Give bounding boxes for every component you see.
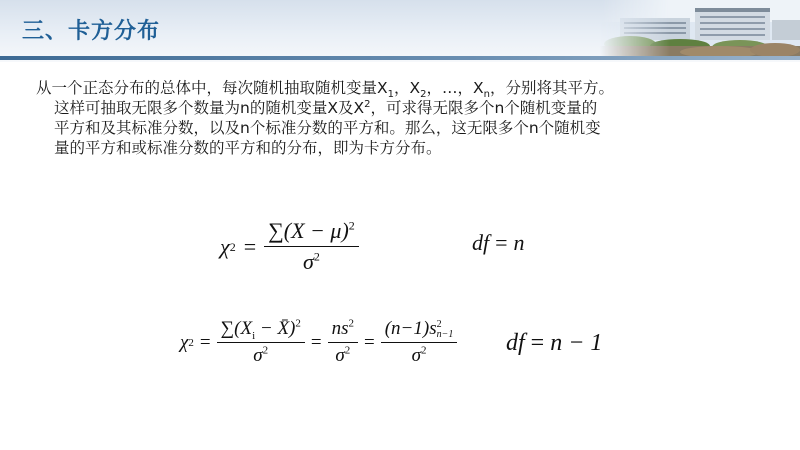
chi-square-formula-1: χ 2 = $\frac{\sum(X - \mu)^2}{\sigma^2}$ [220,218,359,275]
paragraph-line-1: 从一个正态分布的总体中，每次随机抽取随机变量$X_1$，$X_2$，…，$X_n$，分别将其平方。 [36,79,614,101]
paragraph-line-4: 量的平方和或标准分数的平方和的分布，即为卡方分布。 [54,139,442,157]
formula-2-fraction-3: (n−1)s 2 n−1 $\sigma^2$ [381,318,458,367]
formula-2-fraction-1: $\frac{\sum(X_i - X̄)^2}{\sigma^2}$ [217,318,305,367]
slide-header [0,0,800,62]
campus-building-photo [600,0,800,58]
chi-symbol: χ [220,233,230,259]
definition-paragraph [36,78,776,158]
formula-2-fraction-2: $\frac{ns^2}{\sigma^2}$ [328,318,358,367]
formula-1-fraction: $\frac{\sum(X - \mu)^2}{\sigma^2}$ [264,218,359,275]
slide-title: 三、卡方分布 [22,19,161,44]
chi-square-formula-2: χ 2 = $\frac{\sum(X_i - X̄)^2}{\sigma^2}$ = $\frac{ns^2}{\sigma^2}$ = (n−1)s 2 n−1 $\sigma^2$ [180,318,457,367]
degrees-of-freedom-1: df = n [472,230,525,255]
degrees-of-freedom-2: df = n − 1 [506,330,603,356]
paragraph-line-3: 平方和及其标准分数，以及n个标准分数的平方和。那么，这无限多个n个随机变 [54,119,601,137]
header-accent-band [0,56,800,60]
paragraph-line-2: 这样可抽取无限多个数量为n的随机变量X及$X^2$，可求得无限多个n个随机变量的 [54,98,598,117]
